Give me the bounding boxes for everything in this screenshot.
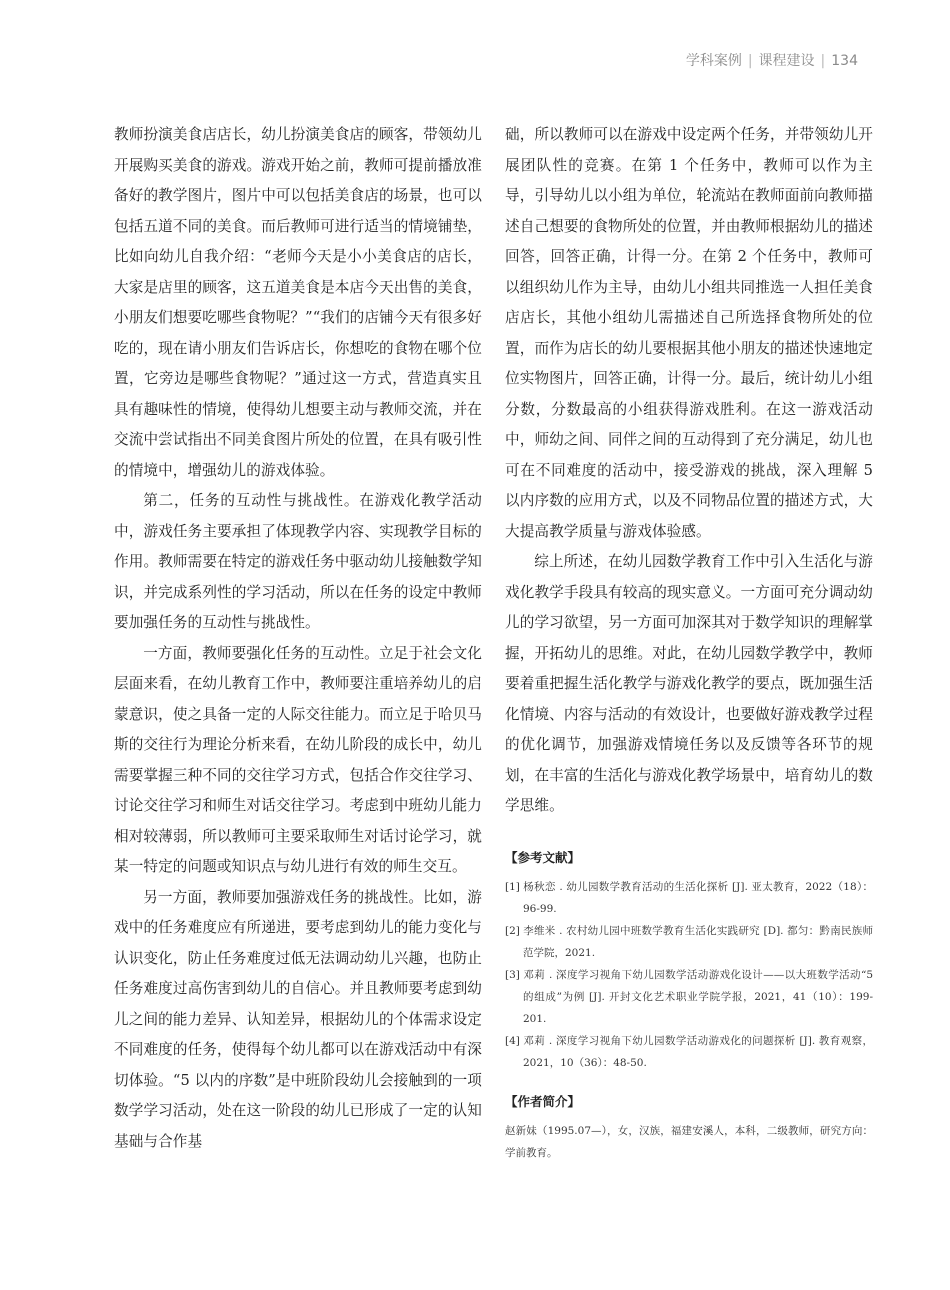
reference-number: [3]: [505, 968, 520, 981]
reference-item: [505, 1030, 873, 1074]
references-section: [505, 848, 873, 1074]
paragraph: 另一方面，教师要加强游戏任务的挑战性。比如，游戏中的任务难度应有所递进，要考虑到幼儿的能力变化与认识变化，防止任务难度过低无法调动幼儿兴趣，也防止任务难度过高伤害到幼儿的自信心。并且教师要考虑到幼儿之间的能力差异、认知差异，根据幼儿的个体需求设定不同难度的任务，使得每个幼儿都可以在游戏活动中有深切体验。“5 以内的序数”是中班阶段幼儿会接触到的一项数学学习活动，处在这一阶段的幼儿已形成了一定的认知基础与合作基: [114, 888, 482, 1150]
author-title: 【作者简介】: [505, 1093, 581, 1109]
paragraph: 第二，任务的互动性与挑战性。在游戏化教学活动中，游戏任务主要承担了体现教学内容、实现教学目标的作用。教师需要在特定的游戏任务中驱动幼儿接触数学知识，并完成系列性的学习活动，所以在任务的设定中教师要加强任务的互动性与挑战性。: [114, 492, 482, 631]
paragraph: 综上所述，在幼儿园数学教育工作中引入生活化与游戏化教学手段具有较高的现实意义。一方面可充分调动幼儿的学习欲望，另一方面可加深其对于数学知识的理解掌握，开拓幼儿的思维。对此，在幼儿园数学教学中，教师要着重把握生活化教学与游戏化教学的要点，既加强生活化情境、内容与活动的有效设计，也要做好游戏教学过程的优化调节，加强游戏情境任务以及反馈等各环节的规划，在丰富的生活化与游戏化教学场景中，培育幼儿的数学思维。: [505, 553, 873, 814]
reference-number: [1]: [505, 880, 520, 893]
page-number: 134: [831, 53, 858, 69]
reference-text: 邓莉 . 深度学习视角下幼儿园数学活动游戏化设计——以大班数学活动“5 的组成”为例 [J]. 开封文化艺术职业学院学报，2021，41（10）：199-201.: [523, 968, 873, 1025]
header-section: 学科案例: [685, 53, 742, 69]
reference-text: 李维米 . 农村幼儿园中班数学教育生活化实践研究 [D]. 都匀：黔南民族师范学院，2021.: [523, 924, 873, 959]
reference-number: [4]: [505, 1034, 520, 1047]
right-column: [505, 120, 873, 1164]
reference-item: [505, 920, 873, 964]
header-subsection: 课程建设: [758, 53, 815, 69]
header-separator: |: [820, 53, 826, 69]
paragraph: 一方面，教师要强化任务的互动性。立足于社会文化层面来看，在幼儿教育工作中，教师要注重培养幼儿的启蒙意识，使之具备一定的人际交往能力。而立足于哈贝马斯的交往行为理论分析来看，在幼儿阶段的成长中，幼儿需要掌握三种不同的交往学习方式，包括合作交往学习、讨论交往学习和师生对话交往学习。考虑到中班幼儿能力相对较薄弱，所以教师可主要采取师生对话讨论学习，就某一特定的问题或知识点与幼儿进行有效的师生交互。: [114, 644, 482, 875]
paragraph: 础，所以教师可以在游戏中设定两个任务，并带领幼儿开展团队性的竞赛。在第 1 个任务中，教师可以作为主导，引导幼儿以小组为单位，轮流站在教师面前向教师描述自己想要的食物所处的位置，并由教师根据幼儿的描述回答，回答正确，计得一分。在第 2 个任务中，教师可以组织幼儿作为主导，由幼儿小组共同推选一人担任美食店店长，其他小组幼儿需描述自己所选择食物所处的位置，而作为店长的幼儿要根据其他小朋友的描述快速地定位实物图片，回答正确，计得一分。最后，统计幼儿小组分数，分数最高的小组获得游戏胜利。在这一游戏活动中，师幼之间、同伴之间的互动得到了充分满足，幼儿也可在不同难度的活动中，接受游戏的挑战，深入理解 5 以内序数的应用方式，以及不同物品位置的描述方式，大大提高教学质量与游戏体验感。: [505, 126, 873, 540]
left-column: [114, 120, 482, 1157]
reference-number: [2]: [505, 924, 520, 937]
running-header: [686, 50, 858, 70]
paragraph: 教师扮演美食店店长，幼儿扮演美食店的顾客，带领幼儿开展购买美食的游戏。游戏开始之前，教师可提前播放准备好的教学图片，图片中可以包括美食店的场景，也可以包括五道不同的美食。而后教师可进行适当的情境铺垫，比如向幼儿自我介绍：“老师今天是小小美食店的店长，大家是店里的顾客，这五道美食是本店今天出售的美食，小朋友们想要吃哪些食物呢？”“我们的店铺今天有很多好吃的，现在请小朋友们告诉店长，你想吃的食物在哪个位置，它旁边是哪些食物呢？”通过这一方式，营造真实且具有趣味性的情境，使得幼儿想要主动与教师交流，并在交流中尝试指出不同美食图片所处的位置，在具有吸引性的情境中，增强幼儿的游戏体验。: [114, 126, 482, 479]
reference-item: [505, 964, 873, 1030]
reference-item: [505, 876, 873, 920]
header-separator: |: [747, 53, 753, 69]
author-bio: 赵新妹（1995.07—），女，汉族，福建安溪人，本科，二级教师，研究方向：学前教育。: [505, 1124, 873, 1159]
reference-text: 杨秋恋 . 幼儿园数学教育活动的生活化探析 [J]. 亚太教育，2022（18）：96-99.: [523, 880, 873, 915]
author-section: [505, 1092, 873, 1164]
reference-text: 邓莉 . 深度学习视角下幼儿园数学活动游戏化的问题探析 [J]. 教育观察，2021，10（36）：48-50.: [523, 1034, 873, 1069]
references-title: 【参考文献】: [505, 849, 581, 865]
